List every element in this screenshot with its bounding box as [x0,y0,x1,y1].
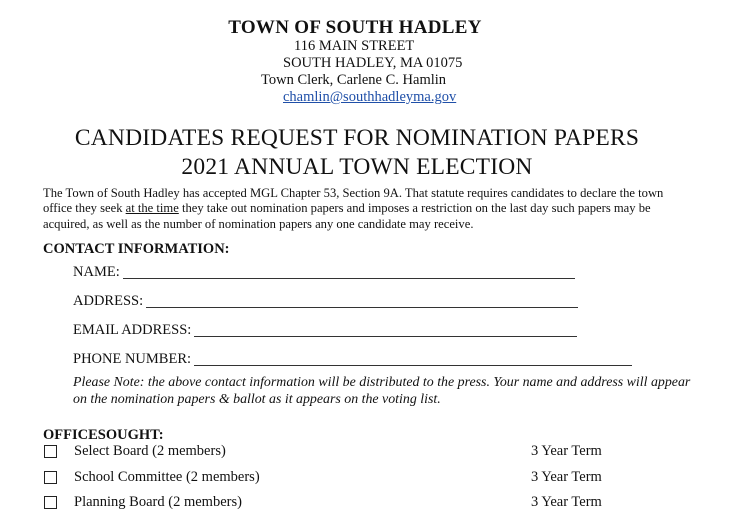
contact-note: Please Note: the above contact information will be distributed to the press. Your name and address will appear on the nomination papers & ballot as it appears on the voting list. [73,375,691,407]
city-address: SOUTH HADLEY, MA 01075 [283,55,463,71]
contact-heading: CONTACT INFORMATION: [43,241,230,257]
office-label: School Committee (2 members) [74,469,260,485]
town-clerk: Town Clerk, Carlene C. Hamlin [261,72,447,88]
name-field[interactable] [73,264,575,281]
office-label: Planning Board (2 members) [74,494,242,510]
intro-text-1: The Town of South Hadley has accepted MGL Chapter 53, Section 9A. That statute requires candidates to declare the town office they seek [43,186,664,216]
intro-text-2: they take out nomination papers and imposes a restriction on the last day such papers may be acquired, as well as the number of nomination papers any one candidate may receive. [43,201,651,231]
phone-input-line[interactable] [194,364,632,366]
email-label: EMAIL ADDRESS: [73,322,192,338]
office-term: 3 Year Term [531,443,602,459]
intro-underlined: at the time [125,201,179,216]
offices-heading: OFFICESOUGHT: [43,427,164,443]
office-label: Select Board (2 members) [74,443,226,459]
street-address: 116 MAIN STREET [294,38,415,54]
address-label: ADDRESS: [73,293,144,309]
name-input-line[interactable] [123,277,575,279]
office-checkbox[interactable] [44,445,57,458]
office-checkbox[interactable] [44,471,57,484]
name-label: NAME: [73,264,120,280]
clerk-email-link[interactable]: chamlin@southhadleyma.gov [283,89,457,105]
office-checkbox[interactable] [44,496,57,509]
form-title: CANDIDATES REQUEST FOR NOMINATION PAPERS [74,125,640,151]
email-field[interactable] [73,322,577,339]
election-title: 2021 ANNUAL TOWN ELECTION [181,154,533,180]
phone-label: PHONE NUMBER: [73,351,192,367]
town-name: TOWN OF SOUTH HADLEY [228,17,482,38]
intro-paragraph [43,186,673,232]
address-field[interactable] [73,293,578,310]
phone-field[interactable] [73,351,632,368]
email-input-line[interactable] [194,335,577,337]
office-term: 3 Year Term [531,469,602,485]
address-input-line[interactable] [146,306,578,308]
office-term: 3 Year Term [531,494,602,510]
office-row[interactable] [44,469,260,486]
office-row[interactable] [44,494,242,511]
office-row[interactable] [44,443,226,460]
